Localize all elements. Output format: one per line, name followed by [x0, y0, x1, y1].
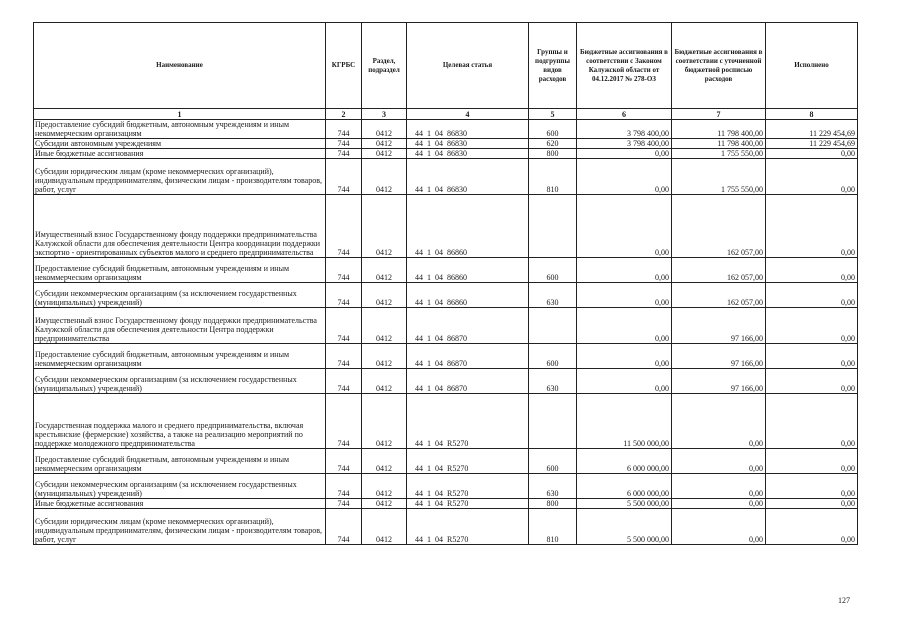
row-plan: 97 166,00 [672, 344, 766, 369]
header-name: Наименование [34, 23, 326, 109]
row-plan: 0,00 [672, 449, 766, 474]
row-done: 0,00 [766, 474, 858, 499]
row-plan: 162 057,00 [672, 195, 766, 258]
row-group: 630 [529, 474, 577, 499]
table-row [34, 499, 858, 509]
row-article: 44 1 04 86830 [407, 149, 529, 159]
row-done: 0,00 [766, 283, 858, 308]
row-article: 44 1 04 R5270 [407, 394, 529, 449]
column-number: 4 [407, 109, 529, 120]
row-law: 3 798 400,00 [577, 120, 672, 139]
row-kgrbs: 744 [326, 258, 362, 283]
row-article: 44 1 04 86860 [407, 258, 529, 283]
column-number: 7 [672, 109, 766, 120]
row-name: Субсидии некоммерческим организациям (за исключением государственных (муниципальных) учреждений) [34, 474, 326, 499]
table-row [34, 474, 858, 499]
row-razdel: 0412 [362, 258, 407, 283]
row-kgrbs: 744 [326, 509, 362, 545]
row-razdel: 0412 [362, 344, 407, 369]
row-group: 810 [529, 159, 577, 195]
row-kgrbs: 744 [326, 195, 362, 258]
row-razdel: 0412 [362, 283, 407, 308]
column-number: 1 [34, 109, 326, 120]
row-plan: 162 057,00 [672, 283, 766, 308]
row-kgrbs: 744 [326, 449, 362, 474]
row-law: 0,00 [577, 344, 672, 369]
table-row [34, 149, 858, 159]
row-done: 0,00 [766, 369, 858, 394]
header-group: Группы и подгруппы видов расходов [529, 23, 577, 109]
row-done: 0,00 [766, 159, 858, 195]
row-razdel: 0412 [362, 149, 407, 159]
row-law: 5 500 000,00 [577, 509, 672, 545]
row-razdel: 0412 [362, 195, 407, 258]
table-body [34, 120, 858, 545]
budget-table [33, 22, 858, 545]
row-article: 44 1 04 R5270 [407, 499, 529, 509]
row-law: 0,00 [577, 159, 672, 195]
row-done: 0,00 [766, 449, 858, 474]
row-group: 620 [529, 139, 577, 149]
row-done: 0,00 [766, 499, 858, 509]
row-law: 0,00 [577, 369, 672, 394]
row-group: 600 [529, 449, 577, 474]
row-law: 0,00 [577, 308, 672, 344]
row-plan: 162 057,00 [672, 258, 766, 283]
row-law: 0,00 [577, 283, 672, 308]
table-row [34, 283, 858, 308]
column-number: 6 [577, 109, 672, 120]
row-plan: 97 166,00 [672, 308, 766, 344]
table-row [34, 509, 858, 545]
row-law: 11 500 000,00 [577, 394, 672, 449]
row-name: Предоставление субсидий бюджетным, автономным учреждениям и иным некоммерческим организациям [34, 449, 326, 474]
row-kgrbs: 744 [326, 369, 362, 394]
row-done: 11 229 454,69 [766, 120, 858, 139]
row-article: 44 1 04 86870 [407, 369, 529, 394]
row-group: 600 [529, 120, 577, 139]
column-number: 5 [529, 109, 577, 120]
row-done: 0,00 [766, 394, 858, 449]
table-row [34, 308, 858, 344]
row-razdel: 0412 [362, 120, 407, 139]
header-article: Целевая статья [407, 23, 529, 109]
row-razdel: 0412 [362, 369, 407, 394]
row-razdel: 0412 [362, 394, 407, 449]
row-kgrbs: 744 [326, 283, 362, 308]
table-row [34, 449, 858, 474]
row-name: Предоставление субсидий бюджетным, автономным учреждениям и иным некоммерческим организациям [34, 258, 326, 283]
header-done: Исполнено [766, 23, 858, 109]
column-number: 3 [362, 109, 407, 120]
header-law: Бюджетные ассигнования в соответствии с Законом Калужской области от 04.12.2017 № 278-ОЗ [577, 23, 672, 109]
row-kgrbs: 744 [326, 344, 362, 369]
row-kgrbs: 744 [326, 149, 362, 159]
row-name: Субсидии некоммерческим организациям (за исключением государственных (муниципальных) учреждений) [34, 369, 326, 394]
row-article: 44 1 04 86830 [407, 120, 529, 139]
row-plan: 1 755 550,00 [672, 159, 766, 195]
row-razdel: 0412 [362, 159, 407, 195]
row-name: Предоставление субсидий бюджетным, автономным учреждениям и иным некоммерческим организациям [34, 344, 326, 369]
table-row [34, 139, 858, 149]
row-law: 6 000 000,00 [577, 474, 672, 499]
row-razdel: 0412 [362, 308, 407, 344]
column-number: 2 [326, 109, 362, 120]
row-name: Субсидии юридическим лицам (кроме некоммерческих организаций), индивидуальным предпринимателям, физическим лицам - производителям товаров, работ, услуг [34, 509, 326, 545]
row-plan: 97 166,00 [672, 369, 766, 394]
row-article: 44 1 04 86860 [407, 283, 529, 308]
row-group [529, 195, 577, 258]
row-group: 600 [529, 258, 577, 283]
row-razdel: 0412 [362, 139, 407, 149]
row-done: 0,00 [766, 195, 858, 258]
row-group: 800 [529, 499, 577, 509]
row-razdel: 0412 [362, 449, 407, 474]
header-razdel: Раздел, подраздел [362, 23, 407, 109]
row-kgrbs: 744 [326, 120, 362, 139]
table-header [34, 23, 858, 120]
row-article: 44 1 04 R5270 [407, 509, 529, 545]
row-law: 6 000 000,00 [577, 449, 672, 474]
table-row [34, 394, 858, 449]
row-name: Имущественный взнос Государственному фонду поддержки предпринимательства Калужской области для обеспечения деятельности Центра координации поддержки экспортно - ориентированных субъектов малого и среднего предпринимательства [34, 195, 326, 258]
table-row [34, 258, 858, 283]
table-row [34, 344, 858, 369]
row-kgrbs: 744 [326, 139, 362, 149]
row-article: 44 1 04 86830 [407, 139, 529, 149]
row-plan: 11 798 400,00 [672, 120, 766, 139]
row-law: 0,00 [577, 195, 672, 258]
row-plan: 1 755 550,00 [672, 149, 766, 159]
header-kgrbs: КГРБС [326, 23, 362, 109]
table-row [34, 195, 858, 258]
row-done: 0,00 [766, 344, 858, 369]
row-done: 0,00 [766, 509, 858, 545]
row-law: 3 798 400,00 [577, 139, 672, 149]
row-group: 810 [529, 509, 577, 545]
row-law: 5 500 000,00 [577, 499, 672, 509]
row-article: 44 1 04 86830 [407, 159, 529, 195]
table-row [34, 159, 858, 195]
row-kgrbs: 744 [326, 394, 362, 449]
row-name: Предоставление субсидий бюджетным, автономным учреждениям и иным некоммерческим организациям [34, 120, 326, 139]
row-kgrbs: 744 [326, 474, 362, 499]
row-article: 44 1 04 R5270 [407, 449, 529, 474]
row-group: 630 [529, 283, 577, 308]
row-plan: 0,00 [672, 474, 766, 499]
row-name: Субсидии юридическим лицам (кроме некоммерческих организаций), индивидуальным предпринимателям, физическим лицам - производителям товаров, работ, услуг [34, 159, 326, 195]
row-plan: 0,00 [672, 394, 766, 449]
row-article: 44 1 04 86870 [407, 344, 529, 369]
row-done: 11 229 454,69 [766, 139, 858, 149]
row-done: 0,00 [766, 258, 858, 283]
row-razdel: 0412 [362, 474, 407, 499]
row-done: 0,00 [766, 308, 858, 344]
row-plan: 11 798 400,00 [672, 139, 766, 149]
row-name: Субсидии автономным учреждениям [34, 139, 326, 149]
row-kgrbs: 744 [326, 159, 362, 195]
row-group: 800 [529, 149, 577, 159]
row-article: 44 1 04 86870 [407, 308, 529, 344]
row-razdel: 0412 [362, 499, 407, 509]
row-name: Иные бюджетные ассигнования [34, 149, 326, 159]
row-razdel: 0412 [362, 509, 407, 545]
row-name: Субсидии некоммерческим организациям (за исключением государственных (муниципальных) учреждений) [34, 283, 326, 308]
table-row [34, 369, 858, 394]
row-law: 0,00 [577, 258, 672, 283]
row-group: 630 [529, 369, 577, 394]
row-done: 0,00 [766, 149, 858, 159]
table-row [34, 120, 858, 139]
row-name: Имущественный взнос Государственному фонду поддержки предпринимательства Калужской области для обеспечения деятельности Центра поддержки предпринимательства [34, 308, 326, 344]
row-law: 0,00 [577, 149, 672, 159]
row-article: 44 1 04 R5270 [407, 474, 529, 499]
row-name: Иные бюджетные ассигнования [34, 499, 326, 509]
row-article: 44 1 04 86860 [407, 195, 529, 258]
page-number: 127 [838, 596, 850, 605]
row-plan: 0,00 [672, 509, 766, 545]
row-name: Государственная поддержка малого и среднего предпринимательства, включая крестьянские (фермерские) хозяйства, а также на реализацию мероприятий по поддержке молодежного предпринимательства [34, 394, 326, 449]
row-plan: 0,00 [672, 499, 766, 509]
column-number: 8 [766, 109, 858, 120]
header-plan: Бюджетные ассигнования в соответствии с уточненной бюджетной росписью расходов [672, 23, 766, 109]
row-kgrbs: 744 [326, 499, 362, 509]
row-group: 600 [529, 344, 577, 369]
row-kgrbs: 744 [326, 308, 362, 344]
row-group [529, 394, 577, 449]
row-group [529, 308, 577, 344]
